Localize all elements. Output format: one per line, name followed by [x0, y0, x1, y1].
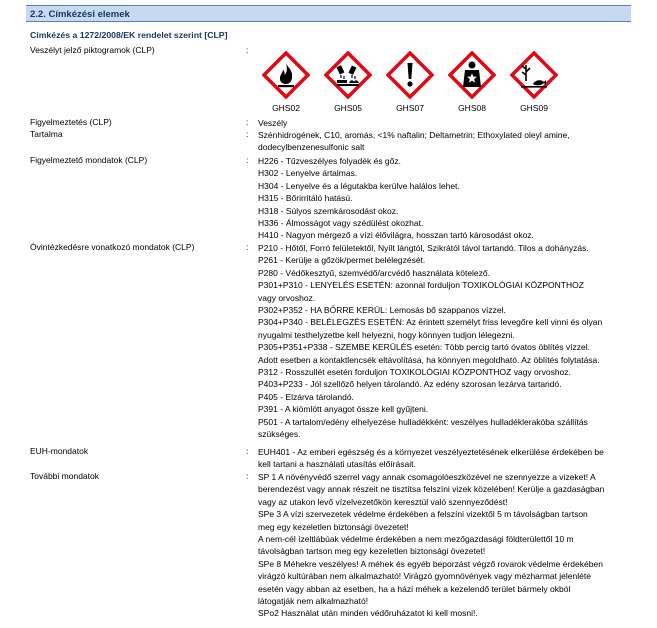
precautionary-line: P405 - Elzárva tárolandó. [258, 391, 354, 402]
hazard-statement: H336 - Álmosságot vagy szédülést okozhat. [258, 218, 424, 229]
precautionary-line: P501 - A tartalom/edény elhelyezése hulladékként: veszélyes hulladékleraköba szállítás [258, 416, 588, 427]
precautionary-line: P391 - A kiömlött anyagot össze kell gyűjteni. [258, 404, 429, 415]
precautionary-line: P304+P340 - BELÉLEGZÉS ESETÉN: Az érintett személyt friss levegőre kell vinni és olyan [258, 317, 603, 328]
further-line: vagy az utakon levő vízelvezetőkön keresztül való szennyeződést! [258, 496, 508, 507]
precautionary-line: P261 - Kerülje a gőzök/permet belélegzését. [258, 255, 426, 266]
euh-line: kell tartani a használati utasítás előírásait. [258, 459, 416, 470]
section-title: 2.2. Címkézési elemek [26, 5, 631, 22]
further-line: berendezést vagy annak részeit ne tisztítsa felszíni vizek közelében! Kerülje a gazdaságban [258, 484, 605, 495]
hazard-statement: H304 - Lenyelve és a légutakba kerülve halálos lehet. [258, 180, 460, 191]
hazard-statements-label: Figyelmeztető mondatok (CLP) [30, 155, 148, 165]
pictograms-label: Veszélyt jelző piktogramok (CLP) [30, 45, 155, 55]
precautionary-line: nyugalmi testhelyzetbe kell helyezni, hogy könnyen tudjon lélegezni. [258, 329, 515, 340]
precautionary-line: P210 - Hőtől, Forró felületektől, Nyílt lángtól, Szikrától távol tartandó. Tilos a dohányzás. [258, 243, 589, 253]
colon: : [246, 45, 249, 55]
health-hazard-icon [448, 51, 496, 99]
further-line: SPe 8 Méhekre veszélyes! A méhek és egyéb beporzást végző rovarok védelme érdekében [258, 558, 603, 569]
corrosion-icon [324, 51, 372, 99]
text-line: dodecylbenzenesulfonic salt [258, 142, 365, 153]
further-line: A nem-cél ízeltlábúak védelme érdekében a nem mezőgazdasági földterülettől 10 m [258, 534, 574, 545]
precautionary-statements [258, 242, 633, 441]
further-line: SPo2 Használat után minden védőruházatot ki kell mosni!. [258, 608, 478, 619]
pictogram-ghs02 [262, 51, 310, 113]
contains-value [258, 129, 633, 154]
signal-word-label: Figyelmeztetés (CLP) [30, 117, 112, 127]
pictogram-code: GHS08 [458, 103, 486, 113]
precautionary-line: P302+P352 - HA BŐRRE KERÜL: Lemosás bő szappanos vízzel. [258, 305, 506, 316]
hazard-statement: H410 - Nagyon mérgező a vízi élővilágra, hosszan tartó károsodást okoz. [258, 230, 534, 241]
colon: : [246, 117, 249, 127]
pictogram-code: GHS07 [396, 103, 424, 113]
colon: : [246, 155, 249, 165]
further-statements [258, 471, 633, 620]
precautionary-line: Adott esetben a kontaktlencsék eltávolítása, ha könnyen megoldható. Az öblítés folytatása. [258, 354, 600, 365]
signal-word-value: Veszély [258, 118, 288, 128]
further-line: esetén vagy abban az esetben, ha a házi méhek a kezelendő terület bármely okból [258, 583, 571, 594]
environment-icon [510, 51, 558, 99]
hazard-statement: H318 - Súlyos szemkárosodást okoz. [258, 205, 399, 216]
pictogram-code: GHS02 [272, 103, 300, 113]
hazard-statement: H302 - Lenyelve ártalmas. [258, 168, 358, 179]
pictogram-ghs05 [324, 51, 372, 113]
pictogram-code: GHS05 [334, 103, 362, 113]
further-line: SPe 3 A vízi szervezetek védelme érdekében a felszíni vizektől 5 m távolságban tartson [258, 509, 588, 520]
colon: : [246, 129, 249, 139]
hazard-statement: H226 - Tűzveszélyes folyadék és gőz. [258, 156, 401, 166]
pictogram-ghs08 [448, 51, 496, 113]
hazard-statements [258, 155, 633, 242]
precautionary-line: P301+P310 - LENYELÉS ESETÉN: azonnal forduljon TOXIKOLÓGIAI KÖZPONTHOZ [258, 280, 584, 291]
subheading: Címkézés a 1272/2008/EK rendelet szerint [CLP] [30, 30, 228, 40]
further-line: látogatják nem alkalmazható! [258, 596, 369, 607]
hazard-statement: H315 - Bőrirritáló hatású. [258, 193, 353, 204]
precautionary-statements-label: Óvintézkedésre vonatkozó mondatok (CLP) [30, 242, 195, 252]
flame-icon [262, 51, 310, 99]
further-line: meg egy kezeletlen biztonsági övezetet! [258, 521, 409, 532]
further-statements-label: További mondatok [30, 471, 99, 481]
precautionary-line: P403+P233 - Jól szellőző helyen tárolandó. Az edény szorosan lezárva tartandó. [258, 379, 562, 390]
further-line: SP 1 A növényvédő szerrel vagy annak csomagolóeszközével ne szennyezze a vizeket! A [258, 472, 596, 482]
colon: : [246, 446, 249, 456]
precautionary-line: P305+P351+P338 - SZEMBE KERÜLÉS esetén: Több percig tartó óvatos öblítés vízzel. [258, 342, 590, 353]
euh-statements [258, 446, 633, 471]
further-line: virágzó kultúrában nem alkalmazható! Virágzó gyomnövények vagy mézharmat jelenléte [258, 571, 591, 582]
precautionary-line: szükséges. [258, 429, 301, 440]
colon: : [246, 242, 249, 252]
euh-line: EUH401 - Az emberi egészség és a környezet veszélyeztetésének elkerülése érdekében be [258, 447, 604, 457]
exclamation-icon [386, 51, 434, 99]
pictogram-ghs07 [386, 51, 434, 113]
text-line: Szénhidrogének, C10, aromás, <1% naftalin; Deltametrin; Ethoxylated oleyl amine, [258, 130, 570, 140]
euh-statements-label: EUH-mondatok [30, 446, 89, 456]
precautionary-line: P280 - Védőkesztyű, szemvédő/arcvédő használata kötelező. [258, 267, 490, 278]
contains-label: Tartalma [30, 129, 63, 139]
further-line: távolságban tartson meg egy kezeletlen biztonsági övezetet! [258, 546, 486, 557]
colon: : [246, 471, 249, 481]
precautionary-line: vagy orvoshoz. [258, 292, 316, 303]
pictogram-ghs09 [510, 51, 558, 113]
pictogram-code: GHS09 [520, 103, 548, 113]
precautionary-line: P312 - Rosszullét esetén forduljon TOXIKOLÓGIAI KÖZPONTHOZ vagy orvoshoz. [258, 367, 571, 378]
